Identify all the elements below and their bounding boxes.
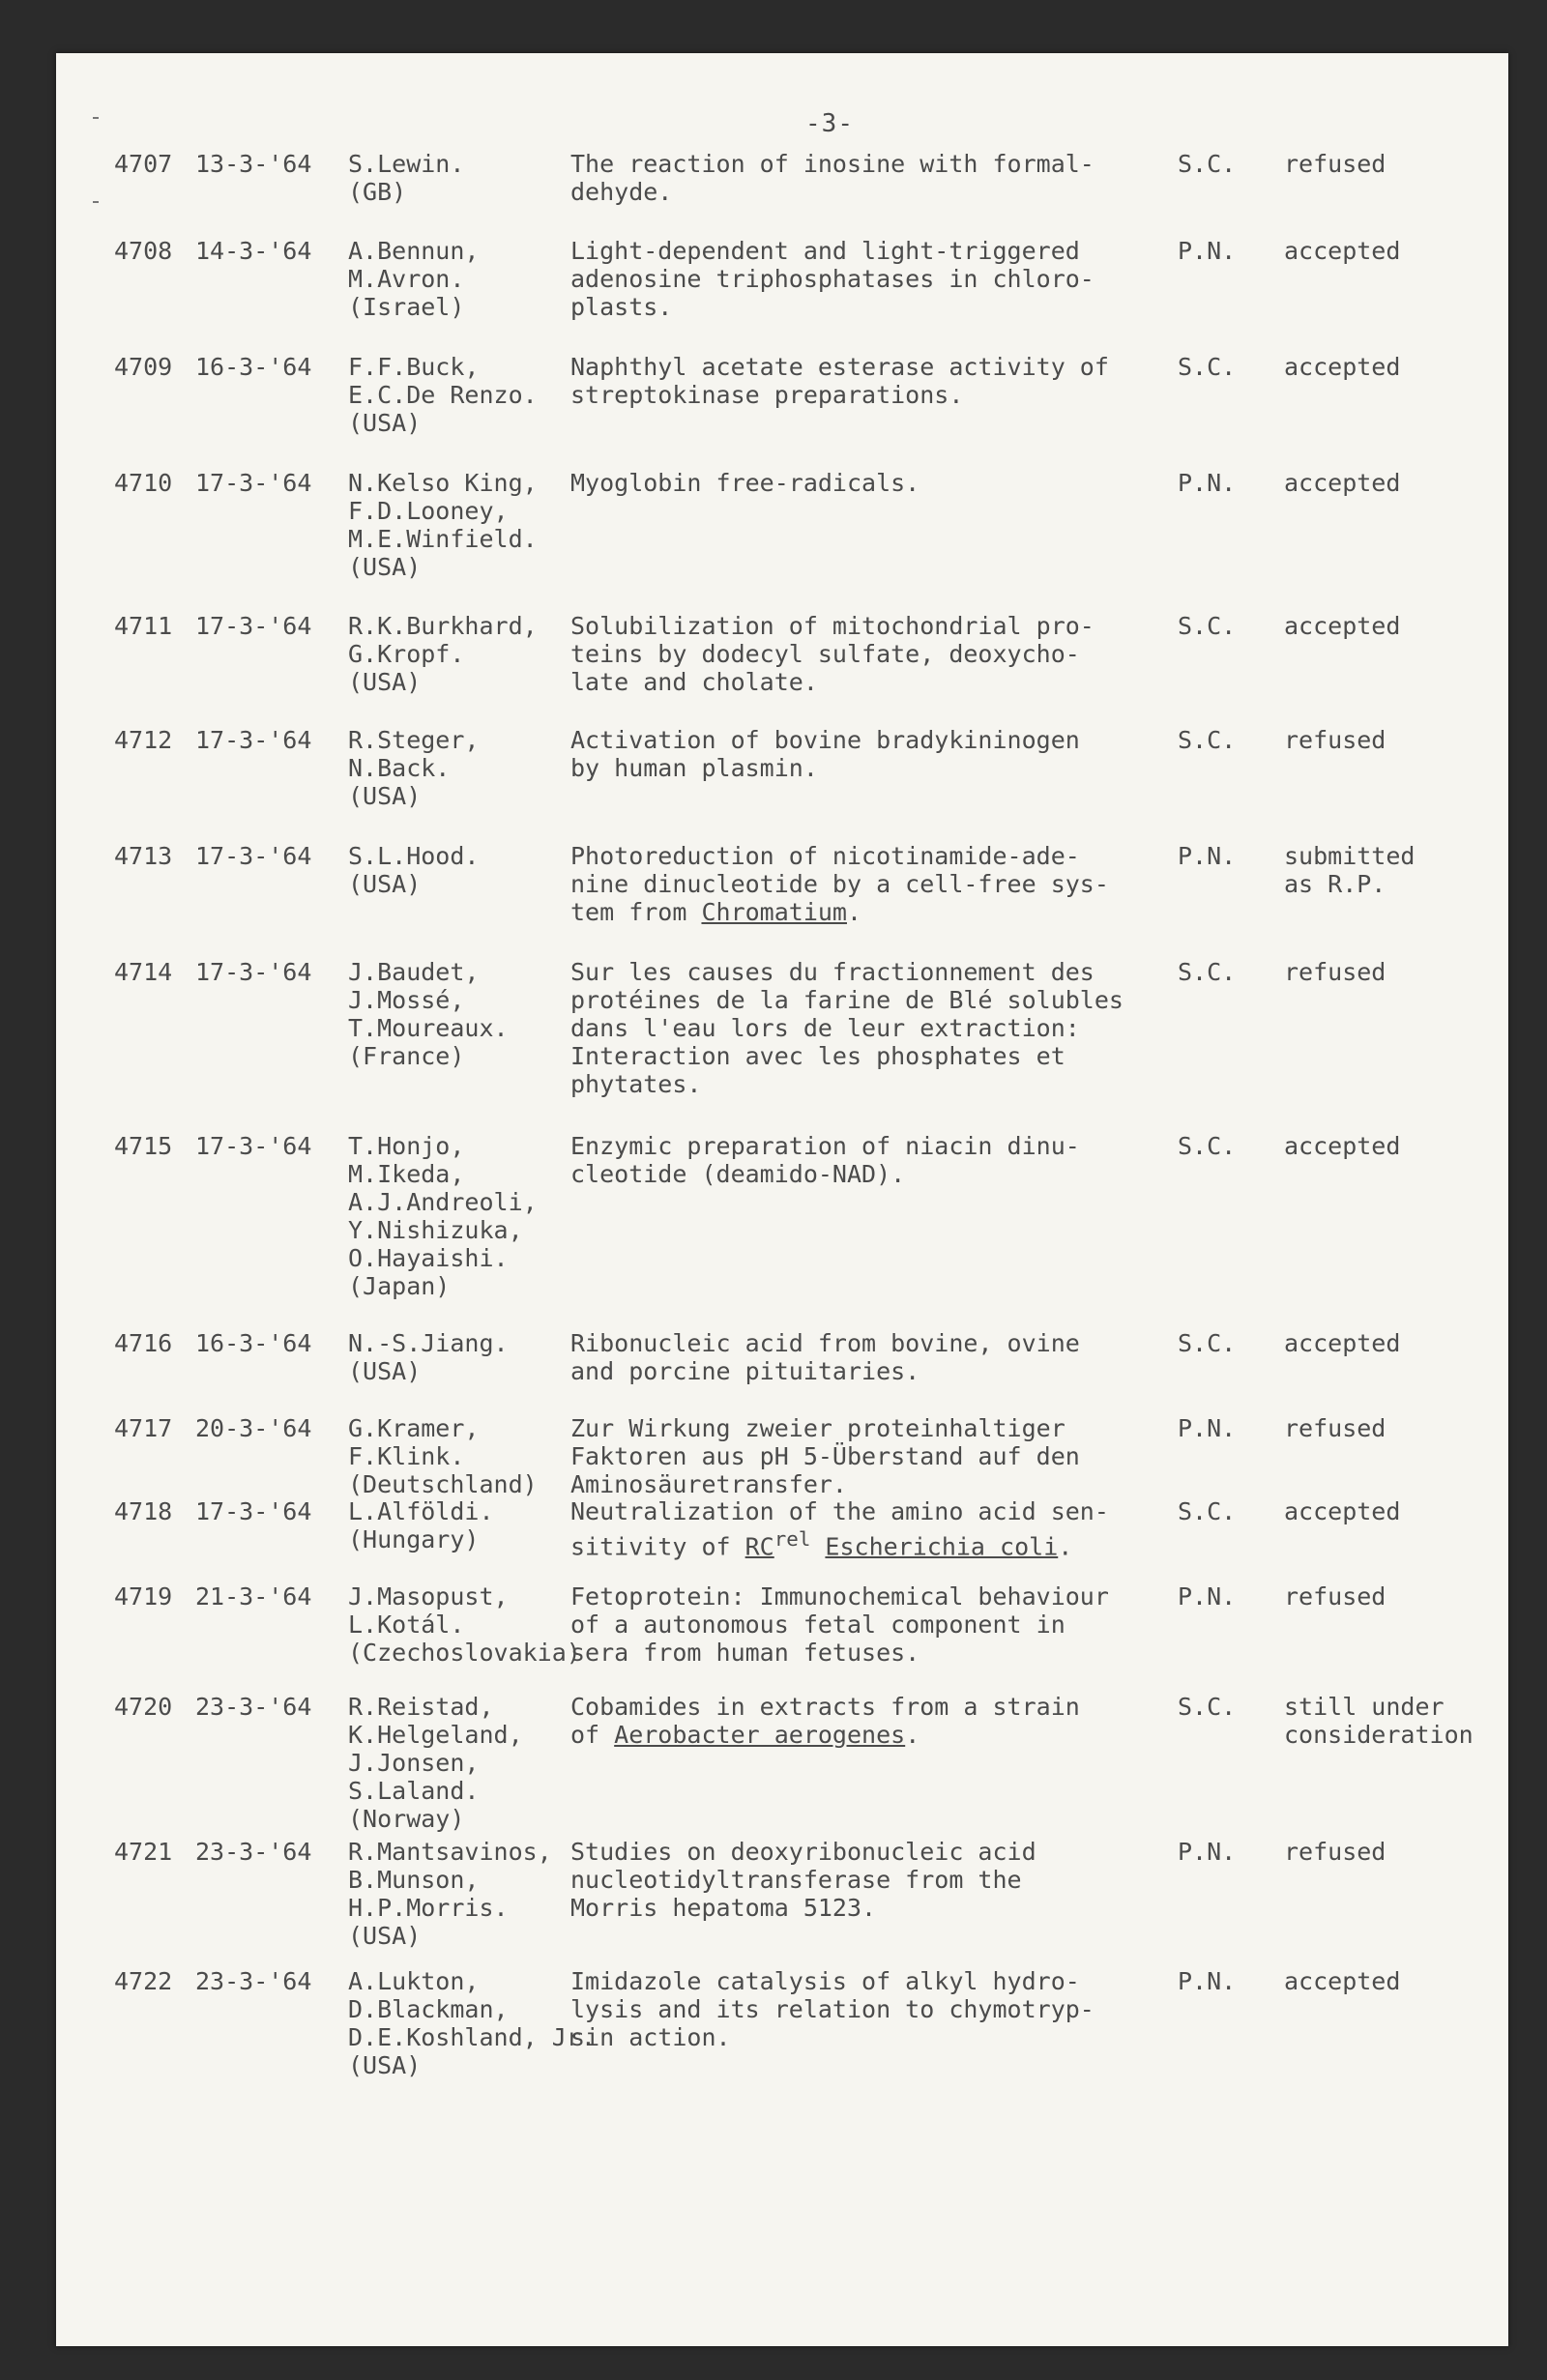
entry-number: 4709 (114, 353, 173, 381)
author-line: (Deutschland) (348, 1470, 538, 1498)
author-line: G.Kramer, (348, 1414, 480, 1442)
title-line: Solubilization of mitochondrial pro- (570, 612, 1095, 640)
title-line: Photoreduction of nicotinamide-ade- (570, 842, 1080, 870)
entry-status (1284, 842, 1506, 898)
entry-date: 13-3-'64 (195, 150, 312, 178)
status-line: refused (1284, 958, 1386, 986)
entry-authors (348, 1329, 570, 1385)
title-line: phytates. (570, 1070, 702, 1098)
author-line: (USA) (348, 782, 422, 810)
entry-date: 16-3-'64 (195, 353, 312, 381)
title-line: streptokinase preparations. (570, 381, 964, 409)
title-line: Activation of bovine bradykininogen (570, 726, 1080, 754)
title-line: Naphthyl acetate esterase activity of (570, 353, 1109, 381)
author-line: (GB) (348, 178, 407, 206)
entry-date: 17-3-'64 (195, 469, 312, 497)
entry-date: 14-3-'64 (195, 237, 312, 265)
title-line: and porcine pituitaries. (570, 1357, 920, 1385)
author-line: (USA) (348, 870, 422, 898)
entry-authors (348, 842, 570, 898)
title-line: Zur Wirkung zweier proteinhaltiger (570, 1414, 1065, 1442)
author-line: (USA) (348, 553, 422, 581)
entry-title (570, 353, 1228, 409)
title-line: dehyde. (570, 178, 673, 206)
title-line: plasts. (570, 293, 673, 321)
entry-journal: S.C. (1178, 958, 1237, 986)
title-line: sin action. (570, 2023, 731, 2051)
entry-title (570, 1132, 1228, 1188)
author-line: (Japan) (348, 1272, 451, 1300)
status-line: refused (1284, 1838, 1386, 1866)
title-line: Cobamides in extracts from a strain (570, 1693, 1080, 1721)
author-line: F.Klink. (348, 1442, 465, 1470)
entry-journal: S.C. (1178, 1132, 1237, 1160)
entry-journal: S.C. (1178, 1329, 1237, 1357)
author-line: D.Blackman, (348, 1995, 509, 2023)
title-line: Studies on deoxyribonucleic acid (570, 1838, 1036, 1866)
status-line: accepted (1284, 1497, 1401, 1525)
entry-authors (348, 612, 570, 696)
entry-authors (348, 1582, 581, 1667)
author-line: L.Kotál. (348, 1611, 465, 1639)
author-line: T.Moureaux. (348, 1014, 509, 1042)
author-line: N.-S.Jiang. (348, 1329, 509, 1357)
entry-title (570, 1967, 1228, 2051)
title-line: late and cholate. (570, 668, 818, 696)
title-line: sera from human fetuses. (570, 1639, 920, 1667)
entry-journal: S.C. (1178, 612, 1237, 640)
title-line: Neutralization of the amino acid sen- (570, 1497, 1109, 1525)
entry-journal: P.N. (1178, 1838, 1237, 1866)
title-line: tem from Chromatium. (570, 898, 862, 926)
author-line: (USA) (348, 2051, 422, 2079)
author-line: M.Ikeda, (348, 1160, 465, 1188)
entry-status (1284, 1967, 1506, 1995)
title-line: cleotide (deamido-NAD). (570, 1160, 906, 1188)
entry-authors (348, 353, 570, 437)
entry-date: 23-3-'64 (195, 1693, 312, 1721)
title-line: of a autonomous fetal component in (570, 1611, 1065, 1639)
author-line: F.F.Buck, (348, 353, 480, 381)
entry-authors (348, 726, 570, 810)
status-line: accepted (1284, 469, 1401, 497)
entry-journal: S.C. (1178, 1693, 1237, 1721)
status-line: accepted (1284, 1132, 1401, 1160)
entry-title (570, 842, 1228, 926)
entry-title (570, 1582, 1228, 1667)
author-line: J.Mossé, (348, 986, 465, 1014)
status-line: accepted (1284, 237, 1401, 265)
title-line: Morris hepatoma 5123. (570, 1894, 877, 1922)
entry-status (1284, 1582, 1506, 1611)
author-line: F.D.Looney, (348, 497, 509, 525)
entry-status (1284, 726, 1506, 754)
entry-date: 21-3-'64 (195, 1582, 312, 1611)
author-line: (Norway) (348, 1805, 465, 1833)
entry-status (1284, 150, 1506, 178)
title-line: lysis and its relation to chymotryp- (570, 1995, 1095, 2023)
author-line: R.Reistad, (348, 1693, 494, 1721)
entry-journal: P.N. (1178, 1414, 1237, 1442)
entry-number: 4708 (114, 237, 173, 265)
title-line: Aminosäuretransfer. (570, 1470, 847, 1498)
author-line: R.Steger, (348, 726, 480, 754)
entry-number: 4722 (114, 1967, 173, 1995)
entry-title (570, 1838, 1228, 1922)
entry-status (1284, 958, 1506, 986)
author-line: T.Honjo, (348, 1132, 465, 1160)
document-page (56, 53, 1508, 2346)
title-line: The reaction of inosine with formal- (570, 150, 1095, 178)
entry-title (570, 1693, 1228, 1749)
entry-date: 17-3-'64 (195, 1132, 312, 1160)
title-line: protéines de la farine de Blé solubles (570, 986, 1124, 1014)
author-line: M.E.Winfield. (348, 525, 538, 553)
status-line: still under (1284, 1693, 1445, 1721)
entry-number: 4719 (114, 1582, 173, 1611)
entry-status (1284, 1693, 1506, 1749)
author-line: R.Mantsavinos, (348, 1838, 552, 1866)
entry-date: 23-3-'64 (195, 1967, 312, 1995)
author-line: N.Back. (348, 754, 451, 782)
author-line: (USA) (348, 409, 422, 437)
author-line: H.P.Morris. (348, 1894, 509, 1922)
status-line: refused (1284, 726, 1386, 754)
author-line: D.E.Koshland, Jr. (348, 2023, 596, 2051)
entry-date: 16-3-'64 (195, 1329, 312, 1357)
author-line: K.Helgeland, (348, 1721, 523, 1749)
entry-status (1284, 1838, 1506, 1866)
title-line: by human plasmin. (570, 754, 818, 782)
author-line: S.Lewin. (348, 150, 465, 178)
entry-number: 4710 (114, 469, 173, 497)
entry-journal: S.C. (1178, 726, 1237, 754)
author-line: (USA) (348, 1922, 422, 1950)
author-line: (Hungary) (348, 1525, 480, 1553)
author-line: (France) (348, 1042, 465, 1070)
entry-title (570, 612, 1228, 696)
author-line: J.Baudet, (348, 958, 480, 986)
title-line: Ribonucleic acid from bovine, ovine (570, 1329, 1080, 1357)
author-line: A.Bennun, (348, 237, 480, 265)
status-line: refused (1284, 1582, 1386, 1611)
entry-number: 4712 (114, 726, 173, 754)
author-line: L.Alföldi. (348, 1497, 494, 1525)
entry-authors (348, 1967, 596, 2079)
author-line: M.Avron. (348, 265, 465, 293)
title-line: of Aerobacter aerogenes. (570, 1721, 920, 1749)
author-line: J.Jonsen, (348, 1749, 480, 1777)
entry-date: 23-3-'64 (195, 1838, 312, 1866)
author-line: A.J.Andreoli, (348, 1188, 538, 1216)
status-line: submitted (1284, 842, 1416, 870)
status-line: accepted (1284, 353, 1401, 381)
entry-number: 4718 (114, 1497, 173, 1525)
entry-status (1284, 469, 1506, 497)
title-line: nine dinucleotide by a cell-free sys- (570, 870, 1109, 898)
entry-status (1284, 1497, 1506, 1525)
entry-journal: P.N. (1178, 1582, 1237, 1611)
entry-number: 4716 (114, 1329, 173, 1357)
page-number: -3- (805, 109, 854, 138)
title-line: Fetoprotein: Immunochemical behaviour (570, 1582, 1109, 1611)
title-line: Interaction avec les phosphates et (570, 1042, 1065, 1070)
title-line: Imidazole catalysis of alkyl hydro- (570, 1967, 1080, 1995)
title-line: sitivity of $RC^{rel}$ Escherichia coli. (570, 1527, 1073, 1561)
status-line: accepted (1284, 1967, 1401, 1995)
entry-title (570, 237, 1228, 321)
entry-date: 17-3-'64 (195, 958, 312, 986)
author-line: (Czechoslovakia) (348, 1639, 581, 1667)
author-line: G.Kropf. (348, 640, 465, 668)
margin-mark (93, 117, 99, 119)
title-line: Sur les causes du fractionnement des (570, 958, 1095, 986)
entry-status (1284, 1132, 1506, 1160)
entry-number: 4720 (114, 1693, 173, 1721)
entry-date: 17-3-'64 (195, 842, 312, 870)
entry-date: 17-3-'64 (195, 1497, 312, 1525)
title-line: nucleotidyltransferase from the (570, 1866, 1022, 1894)
title-line: adenosine triphosphatases in chloro- (570, 265, 1095, 293)
author-line: R.K.Burkhard, (348, 612, 538, 640)
entry-title (570, 469, 1228, 497)
entry-date: 20-3-'64 (195, 1414, 312, 1442)
status-line: accepted (1284, 1329, 1401, 1357)
entry-authors (348, 1497, 570, 1553)
entry-title (570, 726, 1228, 782)
title-line: Enzymic preparation of niacin dinu- (570, 1132, 1080, 1160)
author-line: B.Munson, (348, 1866, 480, 1894)
entry-authors (348, 958, 570, 1070)
entry-title (570, 958, 1228, 1098)
author-line: J.Masopust, (348, 1582, 509, 1611)
entry-status (1284, 1414, 1506, 1442)
entry-authors (348, 237, 570, 321)
status-line: accepted (1284, 612, 1401, 640)
status-line: consideration (1284, 1721, 1474, 1749)
author-line: Y.Nishizuka, (348, 1216, 523, 1244)
entry-number: 4717 (114, 1414, 173, 1442)
author-line: O.Hayaishi. (348, 1244, 509, 1272)
entry-date: 17-3-'64 (195, 612, 312, 640)
author-line: (USA) (348, 1357, 422, 1385)
entry-number: 4715 (114, 1132, 173, 1160)
entry-authors (348, 1838, 570, 1950)
author-line: E.C.De Renzo. (348, 381, 538, 409)
author-line: (USA) (348, 668, 422, 696)
entry-title (570, 1414, 1228, 1498)
entry-journal: P.N. (1178, 1967, 1237, 1995)
entry-date: 17-3-'64 (195, 726, 312, 754)
author-line: S.L.Hood. (348, 842, 480, 870)
entry-status (1284, 237, 1506, 265)
title-line: Light-dependent and light-triggered (570, 237, 1080, 265)
entry-journal: S.C. (1178, 1497, 1237, 1525)
title-line: teins by dodecyl sulfate, deoxycho- (570, 640, 1080, 668)
entry-journal: P.N. (1178, 469, 1237, 497)
author-line: A.Lukton, (348, 1967, 480, 1995)
entry-authors (348, 1132, 570, 1300)
entry-number: 4713 (114, 842, 173, 870)
status-line: refused (1284, 150, 1386, 178)
entry-number: 4707 (114, 150, 173, 178)
entry-journal: P.N. (1178, 237, 1237, 265)
entry-number: 4721 (114, 1838, 173, 1866)
entry-title (570, 150, 1228, 206)
author-line: S.Laland. (348, 1777, 480, 1805)
entry-title (570, 1329, 1228, 1385)
title-line: dans l'eau lors de leur extraction: (570, 1014, 1080, 1042)
entry-authors (348, 150, 570, 206)
entry-title (570, 1497, 1228, 1560)
entry-authors (348, 1693, 570, 1833)
entry-number: 4711 (114, 612, 173, 640)
entry-authors (348, 1414, 570, 1498)
entry-number: 4714 (114, 958, 173, 986)
entry-status (1284, 1329, 1506, 1357)
title-line: Myoglobin free-radicals. (570, 469, 920, 497)
entry-status (1284, 353, 1506, 381)
entry-journal: S.C. (1178, 353, 1237, 381)
entry-journal: P.N. (1178, 842, 1237, 870)
author-line: N.Kelso King, (348, 469, 538, 497)
margin-mark (93, 201, 99, 203)
author-line: (Israel) (348, 293, 465, 321)
entry-authors (348, 469, 570, 581)
entry-status (1284, 612, 1506, 640)
title-line: Faktoren aus pH 5-Überstand auf den (570, 1442, 1080, 1470)
status-line: refused (1284, 1414, 1386, 1442)
status-line: as R.P. (1284, 870, 1386, 898)
entry-journal: S.C. (1178, 150, 1237, 178)
